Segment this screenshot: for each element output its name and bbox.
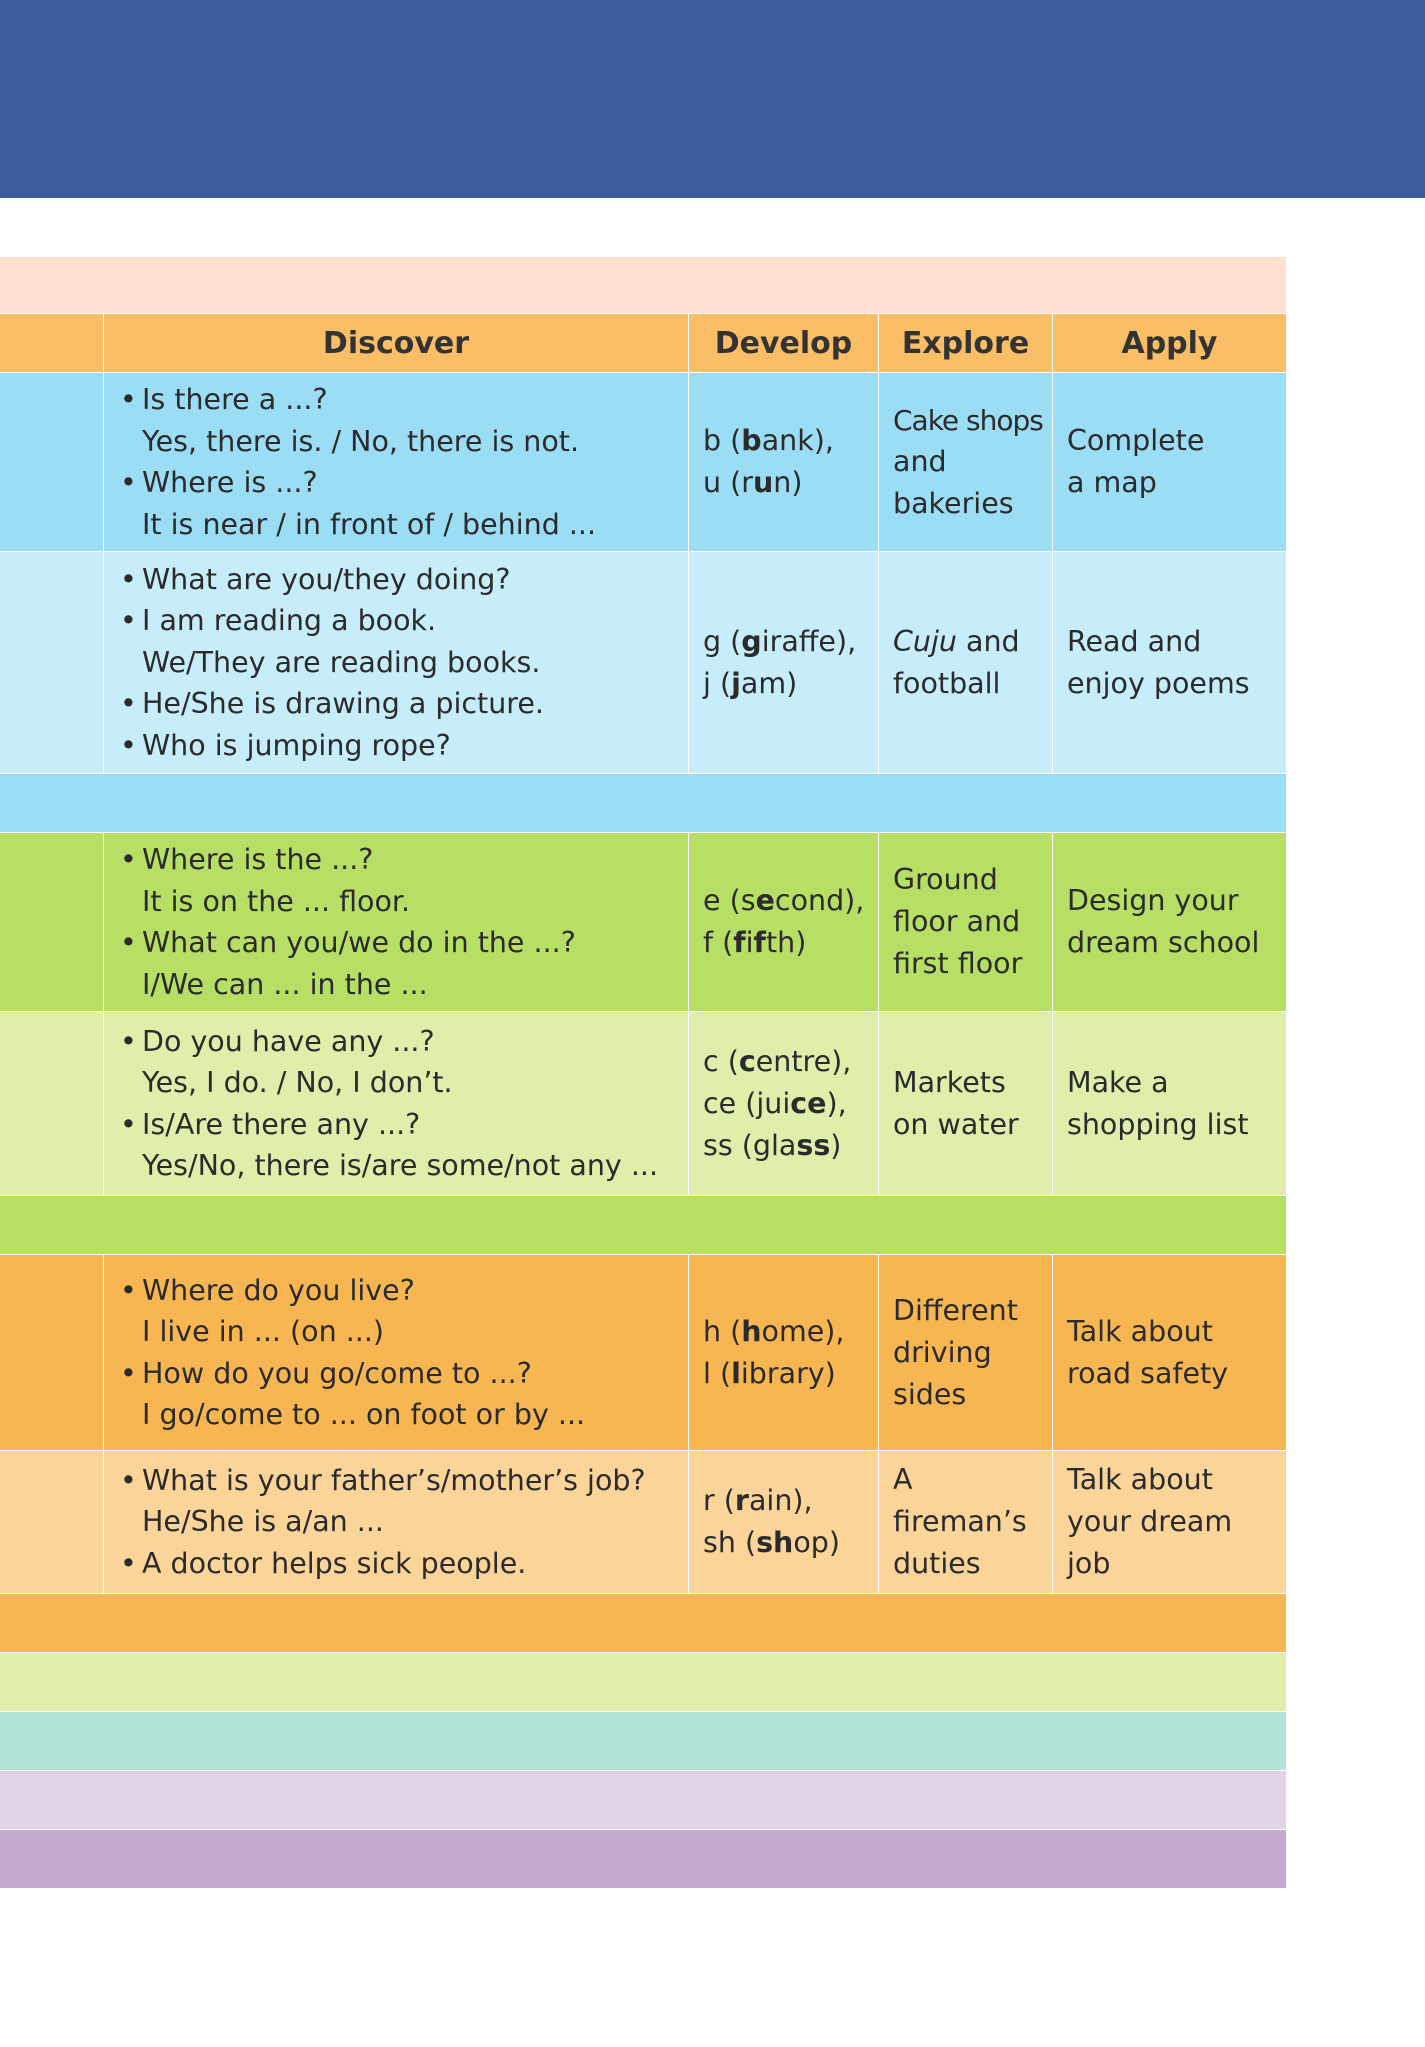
discover-line: Yes, I do. / No, I don’t. [142, 1066, 453, 1099]
explore-cell [879, 552, 1053, 773]
develop-line [703, 1311, 844, 1353]
develop-text: ss (gla [703, 1128, 797, 1162]
apply-cell [1053, 373, 1286, 551]
explore-line: and [893, 444, 947, 478]
develop-text: entre), [755, 1044, 852, 1078]
develop-text: r ( [703, 1484, 735, 1517]
develop-text: u (r [703, 466, 753, 499]
header-apply: Apply [1121, 325, 1218, 361]
discover-cell [104, 552, 689, 773]
develop-text: cond), [774, 884, 865, 917]
discover-line: • What is your father’s/mother’s job? [120, 1460, 646, 1502]
discover-line: I live in ... (on ...) [142, 1315, 385, 1348]
discover-cell [104, 833, 689, 1011]
unit-cell [0, 1255, 104, 1450]
discover-line: He/She is a/an ... [142, 1505, 384, 1539]
discover-line: • Is/Are there any ...? [120, 1104, 658, 1146]
section-band-green [0, 1196, 1286, 1254]
develop-text: op) [793, 1526, 841, 1559]
discover-line: It is on the ... floor. [142, 884, 411, 918]
apply-line: your dream [1067, 1505, 1233, 1538]
apply-cell [1053, 833, 1286, 1011]
discover-cell [104, 1255, 689, 1450]
develop-text: j ( [703, 666, 732, 700]
apply-line: Talk about [1067, 1463, 1213, 1496]
discover-line: • Is there a ...? [120, 379, 596, 421]
apply-line: job [1067, 1547, 1111, 1580]
develop-cell [689, 373, 879, 551]
discover-line: • He/She is drawing a picture. [120, 683, 544, 725]
discover-line: • Where is ...? [120, 462, 596, 504]
apply-line: Design your [1067, 884, 1239, 917]
explore-line: on water [893, 1107, 1019, 1141]
apply-line: a map [1067, 466, 1157, 499]
discover-line: I/We can ... in the ... [142, 967, 428, 1001]
explore-line: Cake shops [893, 403, 1043, 437]
discover-line: • Where do you live? [120, 1270, 585, 1312]
discover-line: We/They are reading books. [142, 645, 541, 679]
section-band-lavender [0, 1771, 1286, 1829]
apply-line: road safety [1067, 1356, 1229, 1390]
explore-line: football [893, 666, 1001, 700]
develop-text: ibrary) [740, 1356, 836, 1390]
section-band-blue [0, 774, 1286, 832]
explore-line: first floor [893, 947, 1023, 980]
develop-text: sh ( [703, 1526, 757, 1559]
develop-line [703, 420, 834, 462]
develop-line [703, 1480, 840, 1522]
explore-line: sides [893, 1377, 967, 1411]
explore-line: and [956, 624, 1020, 658]
table-header [0, 314, 1286, 373]
develop-text: f ( [703, 926, 734, 959]
discover-line: • Who is jumping rope? [120, 725, 544, 767]
develop-highlight: g [741, 624, 762, 658]
develop-cell [689, 1451, 879, 1593]
apply-line: Talk about [1067, 1314, 1213, 1348]
develop-line [703, 462, 834, 504]
discover-line: Yes/No, there is/are some/not any ... [142, 1149, 659, 1182]
develop-text: ain), [748, 1484, 813, 1517]
develop-line [703, 621, 856, 663]
table-row [0, 833, 1286, 1012]
table-row [0, 1012, 1286, 1196]
section-band-mint [0, 1712, 1286, 1770]
develop-highlight: r [734, 1484, 749, 1517]
unit-cell [0, 1451, 104, 1593]
develop-text: am) [740, 666, 798, 700]
develop-highlight: l [731, 1356, 741, 1390]
section-band-purple [0, 1830, 1286, 1888]
header-explore: Explore [879, 314, 1053, 372]
develop-text: i [745, 926, 754, 959]
top-banner [0, 0, 1425, 198]
explore-line: fireman’s [893, 1505, 1027, 1538]
unit-cell [0, 373, 104, 551]
develop-text: ce (jui [703, 1086, 791, 1120]
explore-line: floor and [893, 905, 1021, 938]
develop-cell [689, 1012, 879, 1195]
develop-text: ome), [761, 1314, 845, 1348]
discover-line: • How do you go/come to ...? [120, 1353, 585, 1395]
develop-text: ), [826, 1086, 847, 1120]
develop-line [703, 1353, 844, 1395]
develop-line [703, 663, 856, 705]
develop-lines [703, 1311, 844, 1395]
develop-line [703, 1522, 840, 1564]
develop-text: b ( [703, 424, 742, 457]
discover-line: I go/come to ... on foot or by ... [142, 1398, 586, 1431]
develop-highlight: f [753, 926, 766, 959]
table-row [0, 373, 1286, 552]
discover-line: Yes, there is. / No, there is not. [142, 424, 580, 458]
explore-line: duties [893, 1547, 981, 1580]
develop-text: ) [830, 1128, 842, 1162]
develop-lines [703, 1041, 851, 1167]
develop-text: ank), [761, 424, 834, 457]
develop-text: c ( [703, 1044, 739, 1078]
develop-highlight: e [755, 884, 775, 917]
explore-line: Ground [893, 863, 998, 896]
develop-text: n) [773, 466, 803, 499]
discover-line: • Where is the ...? [120, 839, 576, 881]
develop-highlight: b [741, 424, 762, 457]
table-row [0, 1451, 1286, 1594]
develop-line [703, 1083, 851, 1125]
table-row [0, 552, 1286, 774]
explore-line: bakeries [893, 486, 1014, 520]
develop-cell [689, 833, 879, 1011]
discover-cell [104, 1451, 689, 1593]
explore-line: driving [893, 1335, 992, 1369]
develop-line [703, 1041, 851, 1083]
develop-lines [703, 420, 834, 504]
develop-text: th) [765, 926, 807, 959]
apply-cell [1053, 552, 1286, 773]
header-develop: Develop [689, 314, 879, 372]
explore-italic: Cuju [893, 624, 957, 658]
develop-lines [703, 1480, 840, 1564]
discover-line: • A doctor helps sick people. [120, 1543, 646, 1585]
develop-line [703, 922, 864, 964]
discover-line: It is near / in front of / behind ... [142, 507, 597, 541]
title-band [0, 257, 1286, 313]
develop-highlight: h [741, 1314, 762, 1348]
develop-highlight: f [733, 926, 746, 959]
develop-highlight: sh [756, 1526, 794, 1559]
header-discover: Discover [104, 314, 689, 372]
apply-line: enjoy poems [1067, 666, 1250, 700]
develop-highlight: ss [796, 1128, 831, 1162]
develop-highlight: j [731, 666, 741, 700]
develop-text: g ( [703, 624, 742, 658]
explore-cell [879, 373, 1053, 551]
section-band-light-green [0, 1653, 1286, 1711]
develop-text: e (s [703, 884, 756, 917]
unit-cell [0, 552, 104, 773]
apply-line: Make a [1067, 1065, 1169, 1099]
unit-cell [0, 1012, 104, 1195]
discover-line: • What can you/we do in the ...? [120, 922, 576, 964]
apply-cell [1053, 1451, 1286, 1593]
discover-line: • Do you have any ...? [120, 1021, 658, 1063]
discover-cell [104, 1012, 689, 1195]
explore-line: Markets [893, 1065, 1006, 1099]
unit-cell [0, 833, 104, 1011]
apply-line: shopping list [1067, 1107, 1249, 1141]
apply-line: Complete [1067, 424, 1205, 457]
develop-text: l ( [703, 1356, 732, 1390]
explore-cell [879, 833, 1053, 1011]
explore-cell [879, 1451, 1053, 1593]
develop-text: h ( [703, 1314, 742, 1348]
apply-line: Read and [1067, 624, 1202, 658]
table-row [0, 1255, 1286, 1451]
explore-line: A [893, 1463, 913, 1496]
explore-cell [879, 1012, 1053, 1195]
develop-cell [689, 552, 879, 773]
explore-line: Different [893, 1293, 1018, 1327]
develop-cell [689, 1255, 879, 1450]
apply-cell [1053, 1255, 1286, 1450]
discover-line: • I am reading a book. [120, 600, 544, 642]
develop-highlight: ce [790, 1086, 827, 1120]
discover-cell [104, 373, 689, 551]
apply-cell [1053, 1012, 1286, 1195]
apply-line: dream school [1067, 926, 1260, 959]
section-band-orange [0, 1594, 1286, 1652]
develop-text: iraffe), [761, 624, 857, 658]
develop-highlight: c [738, 1044, 756, 1078]
discover-line: • What are you/they doing? [120, 559, 544, 601]
develop-line [703, 1125, 851, 1167]
header-unit-cell [0, 314, 104, 372]
develop-highlight: u [752, 466, 774, 499]
explore-cell [879, 1255, 1053, 1450]
develop-line [703, 880, 864, 922]
develop-lines [703, 880, 864, 964]
develop-lines [703, 621, 856, 705]
